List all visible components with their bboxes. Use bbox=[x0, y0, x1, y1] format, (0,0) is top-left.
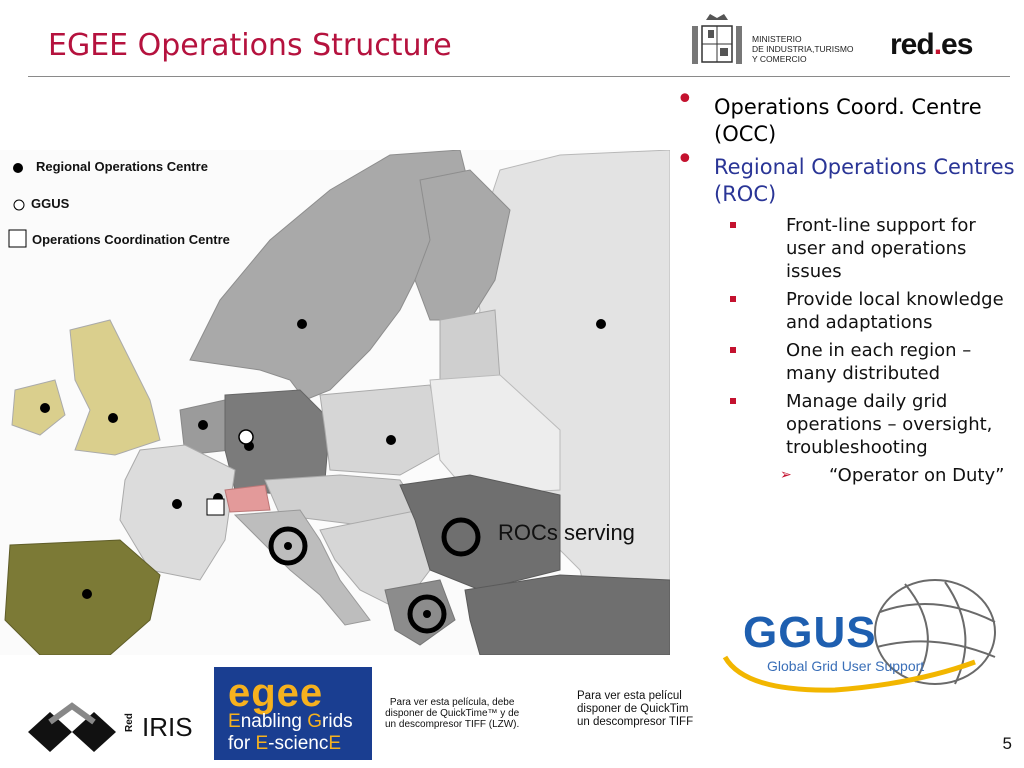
egee-logo bbox=[214, 667, 372, 760]
legend-roc-icon bbox=[11, 161, 25, 175]
bullet-occ: • Operations Coord. Centre (OCC) bbox=[676, 82, 982, 146]
roc-dot-ireland bbox=[40, 403, 50, 413]
bullet-dot-icon: • bbox=[676, 82, 694, 117]
bullet-list bbox=[676, 82, 1016, 487]
redes-logo: red.es bbox=[890, 28, 973, 61]
roc-dot-nordic bbox=[297, 319, 307, 329]
legend-roc-label: Regional Operations Centre bbox=[36, 159, 208, 174]
rediris-mark-icon bbox=[28, 702, 128, 754]
page-number: 5 bbox=[1002, 734, 1012, 753]
rediris-prefix: Red bbox=[124, 713, 135, 732]
ministry-text: MINISTERIO DE INDUSTRIA,TURISMO Y COMERCIO bbox=[752, 34, 854, 64]
quicktime-placeholder-2: Para ver esta películ disponer de QuickTim un descompresor TIFF bbox=[577, 690, 694, 728]
roc-dot-france bbox=[172, 499, 182, 509]
legend-ggus-icon bbox=[12, 198, 26, 212]
occ-marker bbox=[207, 499, 224, 515]
roc-dot-uk bbox=[108, 413, 118, 423]
title-divider bbox=[28, 76, 1010, 77]
roc-dot-benelux bbox=[198, 420, 208, 430]
legend-ggus-label: GGUS bbox=[31, 196, 70, 211]
sub-bullet-2: Provide local knowledge and adaptations bbox=[676, 288, 1016, 334]
rediris-logo bbox=[28, 702, 193, 754]
legend-occ-label: Operations Coordination Centre bbox=[32, 232, 230, 247]
sub-bullet-1: Front-line support for user and operations issues bbox=[676, 214, 1016, 283]
square-bullet-icon bbox=[730, 398, 736, 404]
egee-tagline-1: Enabling Grids bbox=[228, 711, 353, 732]
ministry-logo bbox=[688, 12, 878, 70]
europe-map bbox=[0, 150, 670, 655]
bullet-roc: • Regional Operations Centres (ROC) bbox=[676, 142, 1015, 206]
rocs-serving-label: ROCs serving bbox=[498, 520, 635, 545]
sub-sub-bullet: ➢ “Operator on Duty” bbox=[780, 465, 1005, 486]
legend-occ-icon bbox=[8, 229, 28, 249]
square-bullet-icon bbox=[730, 222, 736, 228]
egee-wordmark: egee bbox=[228, 671, 324, 715]
square-bullet-icon bbox=[730, 347, 736, 353]
ggus-logo bbox=[705, 572, 1000, 712]
quicktime-placeholder-1: Para ver esta película, debe disponer de QuickTime™ y de un descompresor TIFF (LZW). bbox=[385, 697, 520, 730]
rediris-wordmark: IRIS bbox=[142, 712, 193, 742]
roc-dot-central bbox=[386, 435, 396, 445]
egee-tagline-2: for E-sciencE bbox=[228, 733, 342, 754]
sub-bullet-4: Manage daily grid operations – oversight, troubleshooting bbox=[676, 390, 1016, 459]
ggus-wordmark: GGUS bbox=[743, 608, 877, 657]
bullet-dot-icon: • bbox=[676, 142, 694, 177]
roc-dot-spain bbox=[82, 589, 92, 599]
ggus-tagline: Global Grid User Support bbox=[767, 658, 925, 674]
ggus-marker bbox=[239, 430, 253, 444]
sub-bullet-3: One in each region – many distributed bbox=[676, 339, 1016, 385]
page-title: EGEE Operations Structure bbox=[48, 28, 452, 63]
square-bullet-icon bbox=[730, 296, 736, 302]
roc-dot-russia bbox=[596, 319, 606, 329]
arrow-bullet-icon: ➢ bbox=[780, 467, 792, 483]
coat-of-arms-icon bbox=[688, 12, 748, 70]
